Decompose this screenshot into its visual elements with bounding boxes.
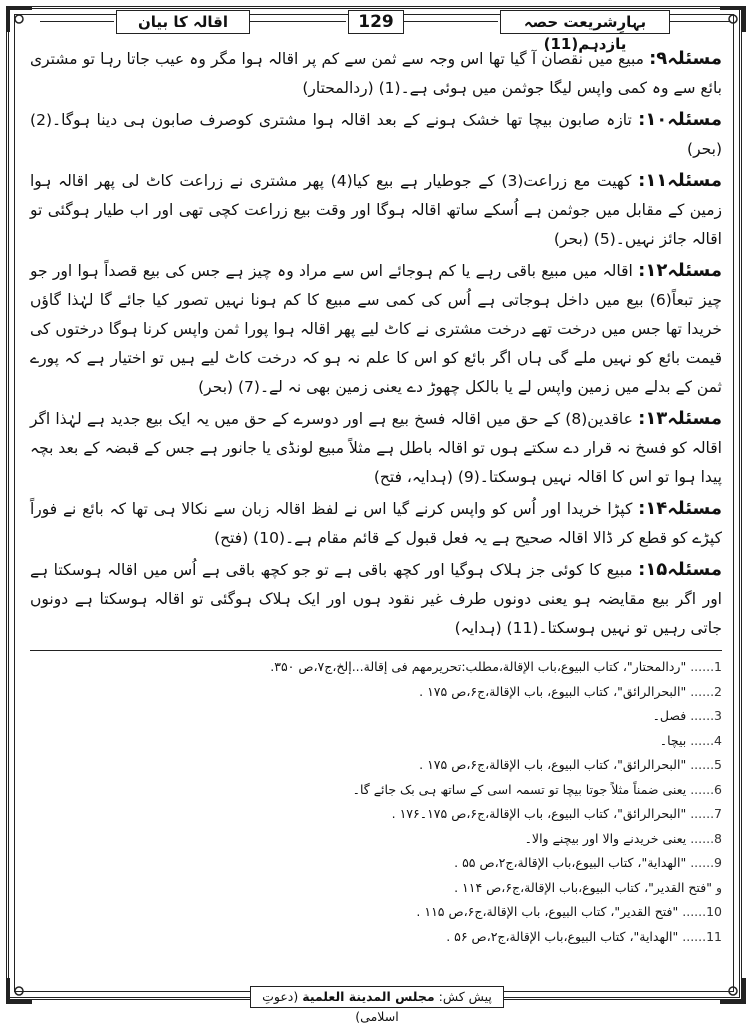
footnote	[30, 753, 722, 778]
footnote-text: یعنی خریدنے والا اور بیچنے والا۔	[524, 830, 687, 846]
header-rule	[40, 21, 114, 22]
masala-text: تازہ صابون بیچا تھا خشک ہونے کے بعد اقالہ ہوا مشتری کوصرف صابون ہی دینا ہوگا۔(2) (بحر)	[30, 111, 722, 158]
publisher-name: مجلس المدينة العلمية	[302, 989, 435, 1004]
masala-text: مبیع کا کوئی جز ہلاک ہوگیا اور کچھ باقی ہے تو جو کچھ باقی ہے اُس میں اقالہ ہوسکتا ہے اور اگر بیع مقایضہ ہو یعنی دونوں طرف غیر نقود ہوں اور ایک ہلاک ہوگئی تو اقالہ ہوسکتا ہے دونوں جاتی رہیں تو نہیں ہوسکتا۔(11) (ہدایہ)	[30, 561, 722, 637]
footnote	[30, 802, 722, 827]
footnote-marker: 6......	[690, 781, 722, 797]
footnote-text: "البحرالرائق"، کتاب البیوع، باب الإقالة،ج۶،ص ۱۷۵ .	[419, 683, 687, 699]
header-rule	[250, 21, 346, 22]
masala-label: مسئلہ۱۵:	[638, 559, 722, 580]
footnote-marker: 8......	[690, 830, 722, 846]
footnote-marker: 11......	[682, 928, 722, 944]
footnote-marker: 3......	[690, 708, 722, 723]
footnote-marker: و	[715, 879, 722, 895]
masala-text: کھیت مع زراعت(3) کے جوطیار ہے بیع کیا(4) پھر مشتری نے زراعت کاٹ لی پھر اقالہ ہوا زمین کے مقابل میں جوثمن ہے اُسکے ساتھ اقالہ ہوگا اور وقت بیع زراعت کچی تھی اور اب طیار ہوگئی تو اقالہ جائز نہیں۔(5) (بحر)	[30, 172, 722, 248]
footnote	[30, 851, 722, 876]
masala-paragraph	[30, 256, 722, 402]
corner-ornament-icon	[4, 976, 34, 1006]
footnote	[30, 655, 722, 680]
header-rule	[404, 21, 498, 22]
header-rule	[670, 21, 730, 22]
footnote-marker: 5......	[690, 757, 722, 772]
chapter-title: اقالہ کا بیان	[116, 10, 250, 34]
masala-label: مسئلہ۹:	[649, 48, 722, 69]
footnote	[30, 827, 722, 852]
masala-text: کپڑا خریدا اور اُس کو واپس کرنے گیا اس نے لفظ اقالہ زبان سے نکالا ہی تھا کہ بائع نے فوراً کپڑے کو قطع کر ڈالا اقالہ صحیح ہے یہ فعل قبول کے قائم مقام ہے۔(10) (فتح)	[30, 500, 722, 547]
masala-paragraph	[30, 555, 722, 643]
masala-text: مبیع میں نقصان آ گیا تھا اس وجہ سے ثمن سے کم پر اقالہ ہوا مگر وہ عیب جاتا رہا تو مشتری بائع سے وہ کمی واپس لیگا جوثمن میں ہوئی ہے۔(1) (ردالمحتار)	[30, 50, 722, 97]
footnote-marker: 7......	[690, 806, 722, 821]
footer-suffix: (دعوتِ اسلامی)	[262, 989, 399, 1024]
footnote-text: "البحرالرائق"، کتاب البیوع، باب الإقالة،ج۶،ص ۱۷۵۔۱۷۶ .	[391, 806, 687, 821]
page-number: 129	[348, 10, 404, 34]
footnote-text: فصل۔	[652, 708, 687, 723]
footnote	[30, 704, 722, 729]
footnote-text: بیچا۔	[659, 732, 687, 748]
footnote	[30, 729, 722, 754]
footnote-text: "الھدایة"، کتاب البیوع،باب الإقالة،ج۲،ص ۵۶ .	[446, 928, 679, 944]
footnote-marker: 9......	[690, 855, 722, 870]
masala-paragraph	[30, 105, 722, 164]
masala-label: مسئلہ۱۱:	[638, 170, 722, 191]
footnote	[30, 876, 722, 901]
page-header	[20, 8, 732, 53]
masala-label: مسئلہ۱۰:	[638, 109, 722, 130]
corner-ornament-icon	[718, 976, 748, 1006]
masala-label: مسئلہ۱۳:	[638, 408, 722, 429]
footnote-marker: 4......	[690, 732, 722, 748]
masala-paragraph	[30, 166, 722, 254]
footnote	[30, 778, 722, 803]
footnote-text: "فتح القدیر"، کتاب البیوع، باب الإقالة،ج۶،ص ۱۱۵ .	[416, 904, 679, 919]
publisher-footer	[250, 986, 504, 1024]
footnote	[30, 925, 722, 950]
footnote-marker: 10......	[682, 904, 722, 919]
footnote-marker: 2......	[690, 683, 722, 699]
footnote-marker: 1......	[690, 659, 722, 674]
book-title: بہارِشریعت حصہ یازدہم(11)	[500, 10, 670, 34]
masala-text: اقالہ میں مبیع باقی رہے یا کم ہوجائے اس سے مراد وہ چیز ہے جس کی بیع قصداً ہوا اور جو چیز تبعاً(6) بیع میں داخل ہوجاتی ہے اُس کی کمی سے مبیع کا کم ہونا نہیں تصور کیا جائے گا لہٰذا گاؤں خریدا تھا جس میں درخت تھے درخت مشتری نے کاٹ لیے پھر اقالہ ہوا پورا ثمن واپس کرنا ہوگا درختوں کی قیمت بائع کو نہیں ملے گی ہاں اگر بائع کو اس کا علم نہ ہو کہ درخت کاٹ لیے ہیں تو اختیار ہے کہ پورے ثمن کے بدلے میں زمین واپس لے یا بالکل چھوڑ دے یعنی زمین بھی نہ لے۔(7) (بحر)	[30, 262, 722, 396]
footnote-text: "فتح القدیر"، کتاب البیوع،باب الإقالة،ج۶،ص ۱۱۴ .	[454, 879, 712, 895]
masala-paragraph	[30, 404, 722, 492]
main-text	[30, 44, 722, 645]
masala-text: عاقدین(8) کے حق میں اقالہ فسخ بیع ہے اور دوسرے کے حق میں یہ ایک بیع جدید ہے لہٰذا اگر اقالہ کو فسخ نہ قرار دے سکتے ہوں تو اقالہ باطل ہے مثلاً مبیع لونڈی یا جانور ہے جس کے قبضہ کے بعد بچہ پیدا ہوا تو اس کا اقالہ نہیں ہوسکتا۔(9) (ہدایہ، فتح)	[30, 410, 722, 486]
footnote-text: یعنی ضمناً مثلاً جوتا بیچا تو تسمہ اسی کے ساتھ ہی بک جائے گا۔	[352, 781, 687, 797]
footnote-text: "البحرالرائق"، کتاب البیوع، باب الإقالة،ج۶،ص ۱۷۵ .	[419, 757, 687, 772]
masala-label: مسئلہ۱۲:	[638, 260, 723, 281]
masala-paragraph	[30, 494, 722, 553]
masala-paragraph	[30, 44, 722, 103]
footnote-text: "ردالمحتار"، کتاب البیوع،باب الإقالة،مطلب:تحریرمھم فی إقالة...إلخ،ج۷،ص ۳۵۰.	[270, 659, 687, 674]
footnote	[30, 680, 722, 705]
footer-prefix: پیش کش:	[438, 989, 492, 1004]
masala-label: مسئلہ۱۴:	[638, 498, 722, 519]
footnote-text: "الھدایة"، کتاب البیوع،باب الإقالة،ج۲،ص ۵۵ .	[454, 855, 687, 870]
footnotes	[30, 650, 722, 949]
footnote	[30, 900, 722, 925]
